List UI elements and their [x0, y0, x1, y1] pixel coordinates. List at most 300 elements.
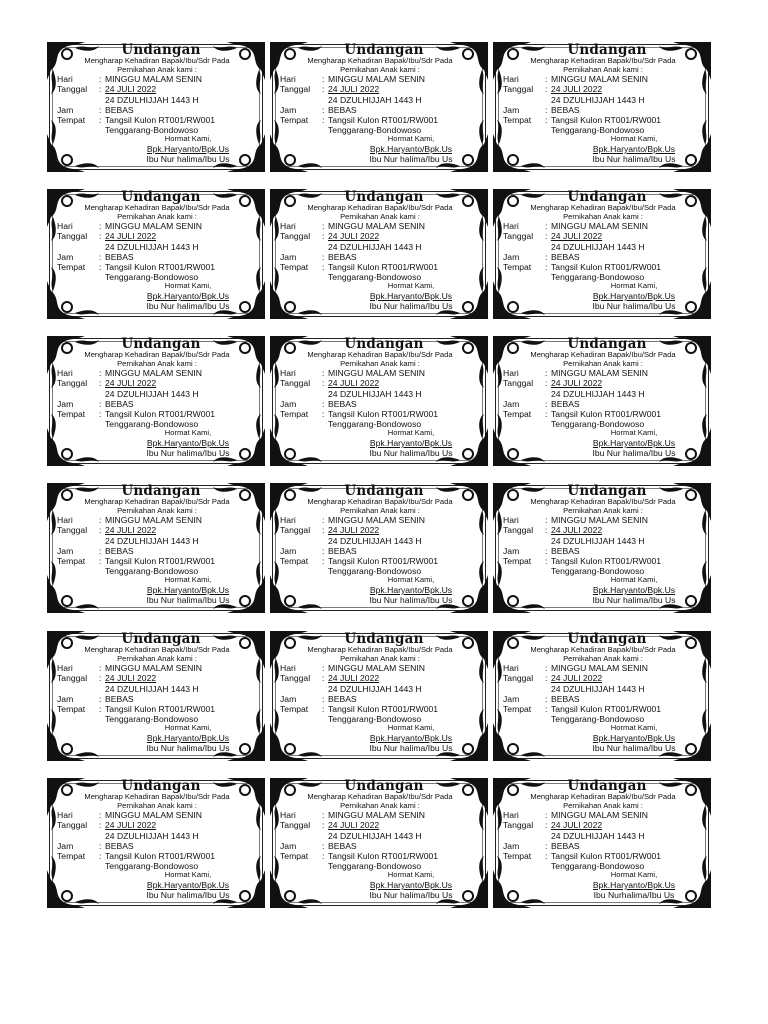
tanggal-value: 24 JULI 2022 [328, 525, 380, 536]
tempat-value-2: Tenggarang-Bondowoso [551, 125, 645, 136]
hari-value: MINGGU MALAM SENIN [105, 368, 202, 379]
hari-value: MINGGU MALAM SENIN [105, 74, 202, 85]
hari-row [503, 74, 703, 84]
card-text [503, 780, 703, 908]
intro-line: Mengharap Kehadiran Bapak/Ibu/Sdr Pada [530, 203, 676, 212]
signature-1: Bpk.Haryanto/Bpk.Us [592, 144, 676, 154]
tempat-label: Tempat [280, 556, 309, 566]
invitation-card [268, 629, 490, 763]
card-title: Undangan [121, 631, 201, 647]
colon: : [322, 704, 325, 714]
tanggal-row [503, 525, 703, 535]
tanggal-row [280, 378, 480, 388]
colon: : [545, 378, 548, 389]
hari-value: MINGGU MALAM SENIN [551, 663, 648, 674]
hijri-date: 24 DZULHIJJAH 1443 H [105, 388, 199, 399]
hijri-date: 24 DZULHIJJAH 1443 H [328, 683, 422, 694]
tempat-value-2: Tenggarang-Bondowoso [105, 419, 199, 430]
colon: : [545, 693, 548, 704]
signature-1: Bpk.Haryanto/Bpk.Us [369, 144, 453, 154]
hari-value: MINGGU MALAM SENIN [551, 810, 648, 821]
colon: : [322, 74, 325, 85]
invitation-card [45, 776, 267, 910]
card-title: Undangan [121, 42, 201, 58]
hari-value: MINGGU MALAM SENIN [328, 368, 425, 379]
jam-value: BEBAS [551, 104, 580, 115]
tanggal-label: Tanggal [503, 820, 534, 831]
colon: : [99, 409, 102, 419]
intro-line-2: Pernikahan Anak kami : [340, 358, 420, 368]
card-text [503, 44, 703, 172]
hormat-line: Hormat Kami, [387, 281, 435, 291]
hormat-line: Hormat Kami, [164, 428, 212, 438]
card-title: Undangan [121, 189, 201, 205]
colon: : [99, 704, 102, 714]
card-title: Undangan [121, 336, 201, 352]
card-text [57, 338, 257, 466]
invitation-card [45, 187, 267, 321]
jam-row [57, 546, 257, 556]
tanggal-label: Tanggal [280, 673, 311, 684]
tanggal-label: Tanggal [280, 378, 311, 389]
hijri-date: 24 DZULHIJJAH 1443 H [105, 535, 199, 546]
tanggal-value: 24 JULI 2022 [328, 820, 380, 831]
hari-label: Hari [57, 663, 73, 674]
hari-label: Hari [503, 515, 519, 526]
card-title: Undangan [344, 42, 424, 58]
card-title: Undangan [567, 631, 647, 647]
colon: : [545, 409, 548, 419]
hari-row [280, 810, 480, 820]
hijri-date: 24 DZULHIJJAH 1443 H [105, 241, 199, 252]
jam-value: BEBAS [105, 104, 134, 115]
colon: : [545, 368, 548, 379]
tanggal-label: Tanggal [57, 231, 88, 242]
colon: : [545, 810, 548, 821]
hari-row [280, 368, 480, 378]
hari-row [57, 74, 257, 84]
intro-line: Mengharap Kehadiran Bapak/Ibu/Sdr Pada [307, 203, 453, 212]
tanggal-row [280, 820, 480, 830]
tempat-row [280, 409, 480, 419]
tanggal-value: 24 JULI 2022 [551, 84, 603, 95]
tempat-row [57, 409, 257, 419]
invitation-card [491, 629, 713, 763]
tanggal-value: 24 JULI 2022 [105, 231, 157, 242]
tempat-value-2: Tenggarang-Bondowoso [105, 272, 199, 283]
hari-value: MINGGU MALAM SENIN [328, 663, 425, 674]
jam-label: Jam [57, 693, 74, 704]
tempat-value: Tangsil Kulon RT001/RW001 [551, 115, 662, 125]
card-title: Undangan [567, 189, 647, 205]
hari-label: Hari [280, 221, 296, 232]
tempat-value: Tangsil Kulon RT001/RW001 [105, 115, 216, 125]
colon: : [322, 409, 325, 419]
jam-row [57, 252, 257, 262]
signature-2: Ibu Nur halima/Ibu Us [592, 595, 676, 606]
tanggal-row [503, 84, 703, 94]
card-text [280, 44, 480, 172]
hari-row [57, 221, 257, 231]
hijri-date: 24 DZULHIJJAH 1443 H [551, 241, 645, 252]
hijri-date: 24 DZULHIJJAH 1443 H [328, 388, 422, 399]
hari-row [503, 221, 703, 231]
signature-2: Ibu Nur halima/Ibu Us [146, 448, 230, 459]
tanggal-row [57, 820, 257, 830]
jam-value: BEBAS [551, 251, 580, 262]
hari-row [57, 663, 257, 673]
tempat-row [280, 262, 480, 272]
signature-1: Bpk.Haryanto/Bpk.Us [592, 733, 676, 743]
tanggal-label: Tanggal [503, 525, 534, 536]
intro-line-2: Pernikahan Anak kami : [563, 64, 643, 74]
invitation-card [268, 334, 490, 468]
colon: : [99, 663, 102, 674]
tanggal-label: Tanggal [57, 378, 88, 389]
invitation-card [268, 776, 490, 910]
tanggal-value: 24 JULI 2022 [328, 84, 380, 95]
tanggal-value: 24 JULI 2022 [551, 525, 603, 536]
tempat-value-2: Tenggarang-Bondowoso [551, 566, 645, 577]
hormat-line: Hormat Kami, [610, 281, 658, 291]
colon: : [322, 693, 325, 704]
jam-row [503, 841, 703, 851]
tempat-label: Tempat [57, 556, 86, 566]
jam-value: BEBAS [105, 693, 134, 704]
card-text [280, 338, 480, 466]
hormat-line: Hormat Kami, [387, 723, 435, 733]
jam-row [280, 252, 480, 262]
tanggal-row [280, 231, 480, 241]
intro-line-2: Pernikahan Anak kami : [117, 505, 197, 515]
card-text [280, 191, 480, 319]
intro-line: Mengharap Kehadiran Bapak/Ibu/Sdr Pada [530, 350, 676, 359]
hari-value: MINGGU MALAM SENIN [328, 74, 425, 85]
jam-row [280, 694, 480, 704]
colon: : [545, 231, 548, 242]
jam-label: Jam [503, 545, 520, 556]
colon: : [545, 673, 548, 684]
colon: : [99, 840, 102, 851]
colon: : [99, 545, 102, 556]
jam-value: BEBAS [551, 840, 580, 851]
intro-line: Mengharap Kehadiran Bapak/Ibu/Sdr Pada [84, 350, 230, 359]
tempat-label: Tempat [503, 409, 532, 419]
hormat-line: Hormat Kami, [610, 870, 658, 880]
jam-row [280, 399, 480, 409]
jam-value: BEBAS [105, 251, 134, 262]
tempat-value-2: Tenggarang-Bondowoso [328, 125, 422, 136]
tempat-label: Tempat [280, 851, 309, 861]
colon: : [99, 820, 102, 831]
signature-1: Bpk.Haryanto/Bpk.Us [146, 144, 230, 154]
colon: : [545, 104, 548, 115]
hari-label: Hari [280, 74, 296, 85]
hari-value: MINGGU MALAM SENIN [328, 515, 425, 526]
signature-1: Bpk.Haryanto/Bpk.Us [146, 733, 230, 743]
card-text [57, 780, 257, 908]
tempat-value-2: Tenggarang-Bondowoso [328, 272, 422, 283]
signature-2: Ibu Nur halima/Ibu Us [369, 301, 453, 312]
tempat-value: Tangsil Kulon RT001/RW001 [328, 262, 439, 272]
hijri-date: 24 DZULHIJJAH 1443 H [551, 94, 645, 105]
tempat-label: Tempat [503, 556, 532, 566]
signature-1: Bpk.Haryanto/Bpk.Us [146, 880, 230, 890]
signature-1: Bpk.Haryanto/Bpk.Us [369, 585, 453, 595]
jam-label: Jam [280, 840, 297, 851]
hijri-date: 24 DZULHIJJAH 1443 H [105, 683, 199, 694]
jam-label: Jam [57, 398, 74, 409]
colon: : [99, 74, 102, 85]
jam-row [503, 694, 703, 704]
hari-row [280, 515, 480, 525]
colon: : [99, 84, 102, 95]
jam-label: Jam [503, 398, 520, 409]
signature-1: Bpk.Haryanto/Bpk.Us [146, 585, 230, 595]
hijri-date: 24 DZULHIJJAH 1443 H [551, 535, 645, 546]
intro-line-2: Pernikahan Anak kami : [340, 64, 420, 74]
tempat-value: Tangsil Kulon RT001/RW001 [551, 851, 662, 861]
tanggal-label: Tanggal [503, 673, 534, 684]
tempat-label: Tempat [503, 704, 532, 714]
invitation-card [45, 481, 267, 615]
colon: : [545, 398, 548, 409]
colon: : [322, 820, 325, 831]
hijri-date: 24 DZULHIJJAH 1443 H [105, 830, 199, 841]
intro-line: Mengharap Kehadiran Bapak/Ibu/Sdr Pada [84, 56, 230, 65]
invitation-card [45, 629, 267, 763]
jam-row [57, 399, 257, 409]
tempat-value-2: Tenggarang-Bondowoso [328, 714, 422, 725]
jam-row [280, 546, 480, 556]
intro-line-2: Pernikahan Anak kami : [340, 505, 420, 515]
tempat-value-2: Tenggarang-Bondowoso [105, 125, 199, 136]
intro-line-2: Pernikahan Anak kami : [563, 505, 643, 515]
intro-line: Mengharap Kehadiran Bapak/Ibu/Sdr Pada [84, 792, 230, 801]
invitation-card [491, 481, 713, 615]
colon: : [322, 810, 325, 821]
card-text [503, 485, 703, 613]
signature-2: Ibu Nurhalima/Ibu Us [593, 890, 675, 901]
colon: : [545, 820, 548, 831]
hari-value: MINGGU MALAM SENIN [105, 221, 202, 232]
tempat-value: Tangsil Kulon RT001/RW001 [328, 115, 439, 125]
tempat-row [280, 556, 480, 566]
jam-value: BEBAS [105, 545, 134, 556]
tanggal-row [57, 84, 257, 94]
signature-1: Bpk.Haryanto/Bpk.Us [592, 438, 676, 448]
jam-value: BEBAS [551, 545, 580, 556]
card-title: Undangan [567, 336, 647, 352]
tempat-value: Tangsil Kulon RT001/RW001 [105, 409, 216, 419]
intro-line-2: Pernikahan Anak kami : [117, 358, 197, 368]
card-title: Undangan [121, 483, 201, 499]
invitation-card [491, 776, 713, 910]
hormat-line: Hormat Kami, [387, 575, 435, 585]
intro-line: Mengharap Kehadiran Bapak/Ibu/Sdr Pada [307, 350, 453, 359]
tempat-value-2: Tenggarang-Bondowoso [328, 419, 422, 430]
colon: : [99, 673, 102, 684]
colon: : [322, 262, 325, 272]
tanggal-value: 24 JULI 2022 [551, 231, 603, 242]
hari-label: Hari [280, 368, 296, 379]
colon: : [99, 515, 102, 526]
tempat-value-2: Tenggarang-Bondowoso [551, 714, 645, 725]
tempat-value-2: Tenggarang-Bondowoso [328, 861, 422, 872]
tempat-label: Tempat [280, 115, 309, 125]
hormat-line: Hormat Kami, [610, 134, 658, 144]
intro-line: Mengharap Kehadiran Bapak/Ibu/Sdr Pada [307, 645, 453, 654]
colon: : [545, 74, 548, 85]
colon: : [545, 663, 548, 674]
hormat-line: Hormat Kami, [610, 428, 658, 438]
tempat-label: Tempat [280, 262, 309, 272]
tempat-row [57, 115, 257, 125]
colon: : [99, 104, 102, 115]
hari-label: Hari [503, 810, 519, 821]
hari-label: Hari [57, 515, 73, 526]
colon: : [322, 378, 325, 389]
tanggal-row [280, 84, 480, 94]
tempat-label: Tempat [503, 115, 532, 125]
card-text [503, 191, 703, 319]
tanggal-label: Tanggal [503, 378, 534, 389]
jam-value: BEBAS [328, 840, 357, 851]
tanggal-row [503, 673, 703, 683]
hari-row [503, 515, 703, 525]
signature-2: Ibu Nur halima/Ibu Us [369, 154, 453, 165]
tanggal-value: 24 JULI 2022 [328, 673, 380, 684]
colon: : [322, 368, 325, 379]
invitation-card [491, 334, 713, 468]
jam-value: BEBAS [328, 545, 357, 556]
jam-label: Jam [503, 251, 520, 262]
intro-line: Mengharap Kehadiran Bapak/Ibu/Sdr Pada [530, 645, 676, 654]
hari-value: MINGGU MALAM SENIN [105, 663, 202, 674]
colon: : [545, 515, 548, 526]
colon: : [322, 663, 325, 674]
intro-line-2: Pernikahan Anak kami : [563, 800, 643, 810]
tempat-value: Tangsil Kulon RT001/RW001 [105, 704, 216, 714]
jam-label: Jam [57, 104, 74, 115]
colon: : [322, 115, 325, 125]
colon: : [322, 673, 325, 684]
tempat-value-2: Tenggarang-Bondowoso [105, 714, 199, 725]
tempat-value-2: Tenggarang-Bondowoso [105, 861, 199, 872]
hijri-date: 24 DZULHIJJAH 1443 H [551, 830, 645, 841]
tanggal-row [57, 378, 257, 388]
tanggal-row [503, 820, 703, 830]
intro-line: Mengharap Kehadiran Bapak/Ibu/Sdr Pada [84, 203, 230, 212]
signature-2: Ibu Nur halima/Ibu Us [369, 448, 453, 459]
signature-1: Bpk.Haryanto/Bpk.Us [369, 291, 453, 301]
card-title: Undangan [567, 483, 647, 499]
hari-label: Hari [57, 74, 73, 85]
tanggal-label: Tanggal [57, 525, 88, 536]
hari-value: MINGGU MALAM SENIN [551, 515, 648, 526]
tempat-value: Tangsil Kulon RT001/RW001 [328, 556, 439, 566]
colon: : [99, 556, 102, 566]
colon: : [99, 221, 102, 232]
tempat-row [57, 556, 257, 566]
jam-label: Jam [503, 693, 520, 704]
invitation-card [45, 40, 267, 174]
jam-row [503, 105, 703, 115]
hari-value: MINGGU MALAM SENIN [105, 810, 202, 821]
jam-row [280, 841, 480, 851]
invitation-card [268, 481, 490, 615]
colon: : [99, 693, 102, 704]
card-title: Undangan [344, 189, 424, 205]
tempat-label: Tempat [57, 262, 86, 272]
tempat-value: Tangsil Kulon RT001/RW001 [105, 556, 216, 566]
card-title: Undangan [344, 336, 424, 352]
card-text [57, 633, 257, 761]
tempat-row [57, 262, 257, 272]
tempat-value: Tangsil Kulon RT001/RW001 [551, 262, 662, 272]
tanggal-value: 24 JULI 2022 [105, 525, 157, 536]
colon: : [99, 810, 102, 821]
jam-label: Jam [57, 251, 74, 262]
hijri-date: 24 DZULHIJJAH 1443 H [551, 683, 645, 694]
hormat-line: Hormat Kami, [164, 575, 212, 585]
tempat-value-2: Tenggarang-Bondowoso [551, 272, 645, 283]
hari-label: Hari [503, 368, 519, 379]
jam-label: Jam [280, 545, 297, 556]
hormat-line: Hormat Kami, [387, 870, 435, 880]
tempat-row [280, 704, 480, 714]
colon: : [545, 851, 548, 861]
tanggal-row [57, 231, 257, 241]
jam-row [503, 546, 703, 556]
intro-line: Mengharap Kehadiran Bapak/Ibu/Sdr Pada [530, 497, 676, 506]
tanggal-label: Tanggal [503, 231, 534, 242]
tanggal-label: Tanggal [280, 84, 311, 95]
signature-2: Ibu Nur halima/Ibu Us [146, 301, 230, 312]
colon: : [99, 115, 102, 125]
signature-2: Ibu Nur halima/Ibu Us [146, 154, 230, 165]
intro-line: Mengharap Kehadiran Bapak/Ibu/Sdr Pada [307, 56, 453, 65]
hormat-line: Hormat Kami, [387, 134, 435, 144]
card-title: Undangan [567, 42, 647, 58]
signature-2: Ibu Nur halima/Ibu Us [592, 448, 676, 459]
card-text [280, 780, 480, 908]
tempat-label: Tempat [280, 704, 309, 714]
card-text [280, 485, 480, 613]
jam-value: BEBAS [328, 693, 357, 704]
tanggal-label: Tanggal [57, 84, 88, 95]
signature-2: Ibu Nur halima/Ibu Us [146, 595, 230, 606]
colon: : [99, 368, 102, 379]
tanggal-value: 24 JULI 2022 [328, 378, 380, 389]
hari-row [503, 663, 703, 673]
jam-value: BEBAS [328, 104, 357, 115]
hijri-date: 24 DZULHIJJAH 1443 H [551, 388, 645, 399]
tanggal-label: Tanggal [280, 525, 311, 536]
intro-line-2: Pernikahan Anak kami : [117, 800, 197, 810]
jam-row [57, 841, 257, 851]
hari-label: Hari [280, 663, 296, 674]
card-title: Undangan [567, 778, 647, 794]
jam-row [57, 105, 257, 115]
tempat-label: Tempat [57, 115, 86, 125]
tanggal-label: Tanggal [57, 820, 88, 831]
tanggal-value: 24 JULI 2022 [105, 84, 157, 95]
invitation-card [268, 187, 490, 321]
jam-value: BEBAS [551, 398, 580, 409]
tempat-value-2: Tenggarang-Bondowoso [105, 566, 199, 577]
hari-value: MINGGU MALAM SENIN [551, 368, 648, 379]
